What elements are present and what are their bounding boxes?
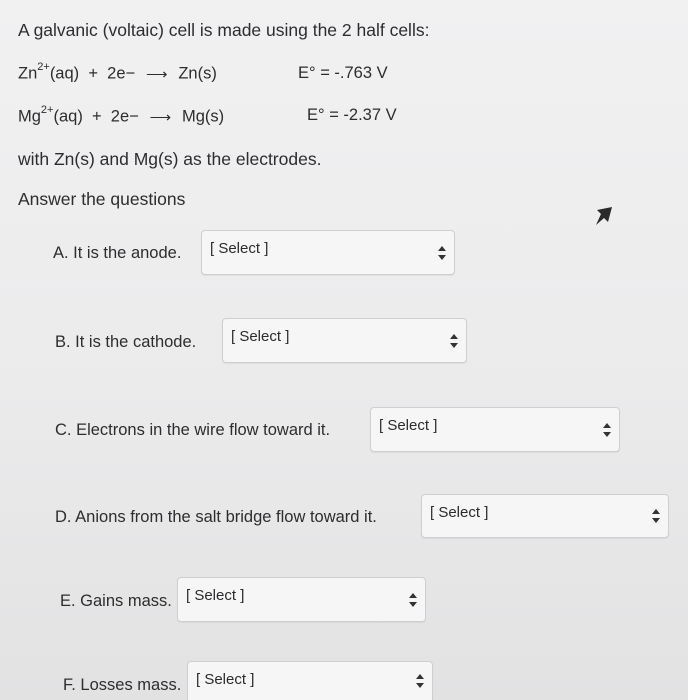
zn-ion: Zn	[18, 64, 38, 83]
zn-product: Zn(s)	[178, 64, 217, 83]
question-b-select[interactable]	[222, 318, 467, 363]
zn-charge: 2+	[37, 61, 50, 73]
question-c-selected: [ Select ]	[379, 417, 438, 434]
question-e-label: E. Gains mass.	[60, 592, 172, 610]
question-b-selected: [ Select ]	[231, 328, 290, 345]
electrodes-text: with Zn(s) and Mg(s) as the electrodes.	[18, 149, 322, 169]
reaction-arrow-icon: ⟶	[149, 108, 172, 126]
reaction-arrow-icon: ⟶	[145, 65, 168, 83]
updown-spinner-icon	[416, 674, 424, 688]
question-b-label: B. It is the cathode.	[55, 333, 197, 351]
updown-spinner-icon	[438, 246, 446, 260]
zn-potential: E° = -.763 V	[298, 64, 388, 82]
mg-plus: +	[91, 107, 102, 126]
half-cell-zn	[18, 63, 217, 84]
mg-aq: (aq)	[53, 107, 83, 126]
mg-ion: Mg	[18, 107, 41, 126]
question-f-label: F. Losses mass.	[63, 676, 182, 694]
answer-prompt: Answer the questions	[18, 189, 186, 209]
question-c-select[interactable]	[370, 407, 620, 452]
zn-aq: (aq)	[49, 64, 80, 83]
mouse-cursor-icon	[594, 205, 616, 227]
question-f-selected: [ Select ]	[196, 671, 255, 688]
question-a-select[interactable]	[201, 230, 455, 275]
updown-spinner-icon	[603, 423, 611, 437]
updown-spinner-icon	[409, 593, 417, 607]
zn-plus: +	[88, 64, 98, 83]
question-a-label: A. It is the anode.	[53, 244, 182, 262]
question-f-select[interactable]	[187, 661, 433, 700]
mg-product: Mg(s)	[181, 107, 225, 126]
question-d-label: D. Anions from the salt bridge flow toward it.	[55, 508, 377, 526]
question-e-select[interactable]	[177, 577, 426, 622]
question-a-selected: [ Select ]	[210, 240, 269, 257]
question-d-select[interactable]	[421, 494, 669, 538]
half-cell-mg	[18, 106, 224, 127]
question-c-label: C. Electrons in the wire flow toward it.	[55, 421, 331, 439]
question-d-selected: [ Select ]	[430, 504, 489, 521]
mg-potential: E° = -2.37 V	[307, 106, 397, 124]
zn-electrons: 2e−	[107, 64, 136, 83]
question-e-selected: [ Select ]	[186, 587, 245, 604]
intro-text: A galvanic (voltaic) cell is made using the 2 half cells:	[18, 20, 430, 40]
updown-spinner-icon	[652, 509, 660, 523]
mg-charge: 2+	[40, 104, 54, 116]
updown-spinner-icon	[450, 334, 458, 348]
mg-electrons: 2e−	[110, 107, 139, 126]
